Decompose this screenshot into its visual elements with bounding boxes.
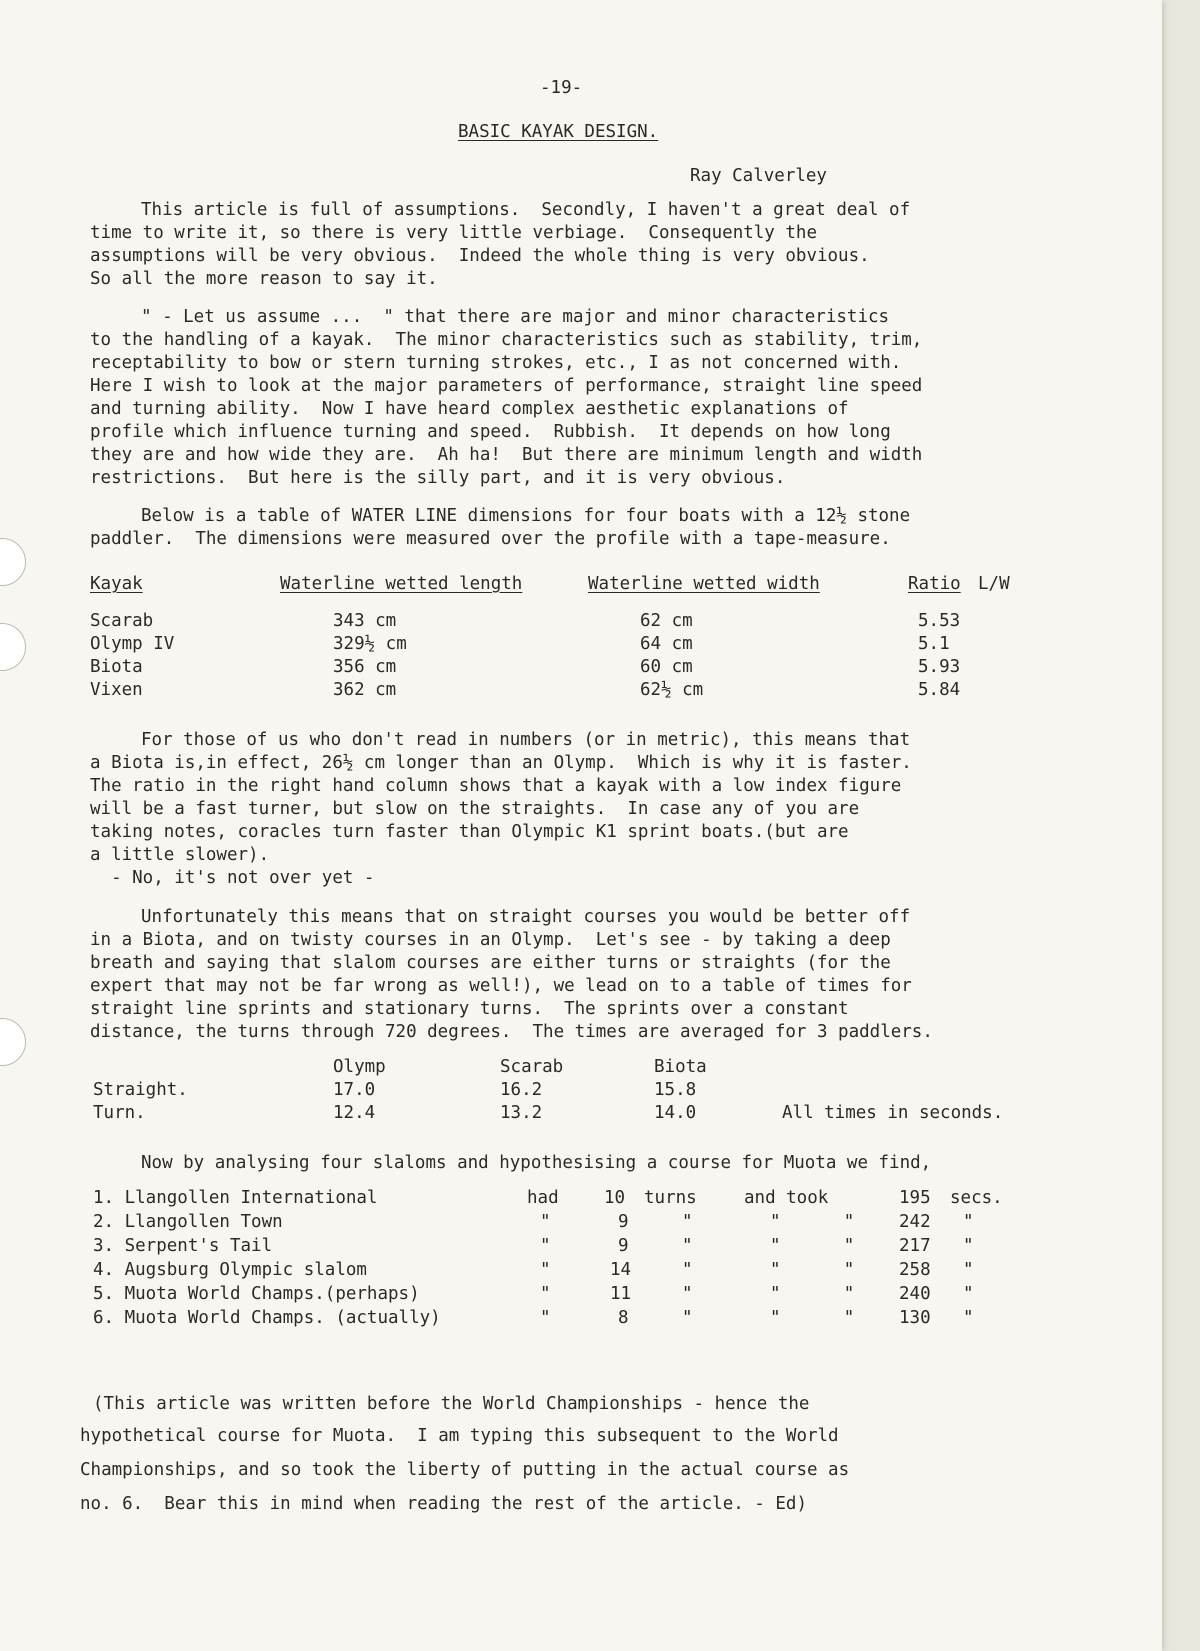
slalom-took: " " — [770, 1212, 855, 1232]
slalom-took: " " — [770, 1284, 855, 1304]
unfortunately-line: straight line sprints and stationary turns. The sprints over a constant — [90, 999, 849, 1019]
unfortunately-line: Unfortunately this means that on straight courses you would be better off — [141, 907, 911, 927]
assume-line: Here I wish to look at the major parameters of performance, straight line speed — [90, 376, 923, 396]
slalom-unit: " — [963, 1260, 974, 1280]
unfortunately-line: expert that may not be far wrong as well!), we lead on to a table of times for — [90, 976, 912, 996]
intro-line: This article is full of assumptions. Secondly, I haven't a great deal of — [141, 200, 911, 220]
slalom-turns: 10 — [604, 1188, 626, 1208]
table-cell: 5.1 — [918, 634, 950, 654]
table-cell: 14.0 — [654, 1103, 697, 1123]
numbers-line: For those of us who don't read in numbers (or in metric), this means that — [141, 730, 911, 750]
punch-hole — [0, 1018, 26, 1066]
punch-hole — [0, 623, 26, 671]
table-cell: 329½ cm — [333, 634, 407, 654]
table-cell: 362 cm — [333, 680, 397, 700]
slalom-turns: 11 — [610, 1284, 632, 1304]
editor-note-line: (This article was written before the World Championships - hence the — [93, 1394, 810, 1414]
table-cell: 62 cm — [640, 611, 693, 631]
times-note: All times in seconds. — [782, 1103, 1004, 1123]
assume-line: restrictions. But here is the silly part, and it is very obvious. — [90, 468, 786, 488]
slalom-took: " " — [770, 1308, 855, 1328]
table-cell: 16.2 — [500, 1080, 543, 1100]
author-name: Ray Calverley — [690, 166, 827, 186]
table-cell: 343 cm — [333, 611, 397, 631]
column-header-lw: L/W — [978, 574, 1010, 594]
slalom-had: " — [540, 1236, 551, 1256]
table-cell: 5.53 — [918, 611, 961, 631]
slalom-turns-word: " — [682, 1284, 693, 1304]
column-header-ratio: Ratio — [908, 574, 961, 594]
table-cell: Vixen — [90, 680, 143, 700]
column-header-kayak: Kayak — [90, 574, 143, 594]
numbers-line: will be a fast turner, but slow on the straights. In case any of you are — [90, 799, 860, 819]
column-header-length: Waterline wetted length — [280, 574, 523, 594]
table-cell: Scarab — [90, 611, 154, 631]
slalom-name: 6. Muota World Champs. (actually) — [93, 1308, 441, 1328]
intro-line: So all the more reason to say it. — [90, 269, 438, 289]
slalom-name: 5. Muota World Champs.(perhaps) — [93, 1284, 420, 1304]
slalom-intro: Now by analysing four slaloms and hypothesising a course for Muota we find, — [141, 1153, 932, 1173]
unfortunately-line: distance, the turns through 720 degrees. The times are averaged for 3 paddlers. — [90, 1022, 933, 1042]
unfortunately-line: in a Biota, and on twisty courses in an Olymp. Let's see - by taking a deep — [90, 930, 891, 950]
assume-line: receptability to bow or stern turning strokes, etc., I as not concerned with. — [90, 353, 902, 373]
slalom-turns-word: " — [682, 1236, 693, 1256]
slalom-took: " " — [770, 1260, 855, 1280]
column-header-scarab: Scarab — [500, 1057, 564, 1077]
slalom-unit: " — [963, 1308, 974, 1328]
table-cell: 356 cm — [333, 657, 397, 677]
table-cell: 15.8 — [654, 1080, 697, 1100]
slalom-took: and took — [744, 1188, 829, 1208]
numbers-line: - No, it's not over yet - — [90, 868, 375, 888]
slalom-had: had — [527, 1188, 559, 1208]
assume-line: profile which influence turning and speed. Rubbish. It depends on how long — [90, 422, 891, 442]
column-header-width: Waterline wetted width — [588, 574, 820, 594]
slalom-name: 3. Serpent's Tail — [93, 1236, 273, 1256]
table-cell: 64 cm — [640, 634, 693, 654]
table-cell: Biota — [90, 657, 143, 677]
slalom-turns-word: turns — [644, 1188, 697, 1208]
intro-line: assumptions will be very obvious. Indeed the whole thing is very obvious. — [90, 246, 870, 266]
slalom-name: 2. Llangollen Town — [93, 1212, 283, 1232]
slalom-secs: 195 — [899, 1188, 931, 1208]
column-header-olymp: Olymp — [333, 1057, 386, 1077]
slalom-unit: " — [963, 1212, 974, 1232]
row-label-turn: Turn. — [93, 1103, 146, 1123]
slalom-secs: 240 — [899, 1284, 931, 1304]
table-cell: 5.84 — [918, 680, 961, 700]
slalom-unit: " — [963, 1236, 974, 1256]
assume-line: they are and how wide they are. Ah ha! But there are minimum length and width — [90, 445, 923, 465]
below-line: Below is a table of WATER LINE dimensions for four boats with a 12½ stone — [141, 506, 911, 526]
slalom-took: " " — [770, 1236, 855, 1256]
slalom-turns: 9 — [618, 1212, 629, 1232]
numbers-line: a Biota is,in effect, 26½ cm longer than an Olymp. Which is why it is faster. — [90, 753, 912, 773]
slalom-turns-word: " — [682, 1260, 693, 1280]
slalom-secs: 217 — [899, 1236, 931, 1256]
table-cell: 60 cm — [640, 657, 693, 677]
slalom-turns: 8 — [618, 1308, 629, 1328]
table-cell: 5.93 — [918, 657, 961, 677]
article-title: BASIC KAYAK DESIGN. — [458, 122, 659, 142]
slalom-secs: 258 — [899, 1260, 931, 1280]
numbers-line: taking notes, coracles turn faster than Olympic K1 sprint boats.(but are — [90, 822, 849, 842]
numbers-line: a little slower). — [90, 845, 270, 865]
slalom-name: 1. Llangollen International — [93, 1188, 378, 1208]
punch-hole — [0, 538, 26, 586]
column-header-biota: Biota — [654, 1057, 707, 1077]
assume-line: " - Let us assume ... " that there are major and minor characteristics — [141, 307, 890, 327]
editor-note-line: hypothetical course for Muota. I am typing this subsequent to the World — [80, 1426, 839, 1446]
slalom-secs: 130 — [899, 1308, 931, 1328]
slalom-unit: secs. — [950, 1188, 1003, 1208]
row-label-straight: Straight. — [93, 1080, 188, 1100]
unfortunately-line: breath and saying that slalom courses are either turns or straights (for the — [90, 953, 891, 973]
table-cell: 13.2 — [500, 1103, 543, 1123]
slalom-name: 4. Augsburg Olympic slalom — [93, 1260, 367, 1280]
page-number: -19- — [540, 78, 583, 98]
assume-line: to the handling of a kayak. The minor characteristics such as stability, trim, — [90, 330, 923, 350]
numbers-line: The ratio in the right hand column shows that a kayak with a low index figure — [90, 776, 902, 796]
slalom-turns: 9 — [618, 1236, 629, 1256]
table-cell: 17.0 — [333, 1080, 376, 1100]
table-cell: Olymp IV — [90, 634, 175, 654]
slalom-had: " — [540, 1284, 551, 1304]
table-cell: 12.4 — [333, 1103, 376, 1123]
slalom-turns-word: " — [682, 1308, 693, 1328]
editor-note-line: no. 6. Bear this in mind when reading the rest of the article. - Ed) — [80, 1494, 807, 1514]
slalom-turns: 14 — [610, 1260, 632, 1280]
slalom-had: " — [540, 1308, 551, 1328]
below-line: paddler. The dimensions were measured over the profile with a tape-measure. — [90, 529, 891, 549]
slalom-turns-word: " — [682, 1212, 693, 1232]
assume-line: and turning ability. Now I have heard complex aesthetic explanations of — [90, 399, 849, 419]
slalom-had: " — [540, 1212, 551, 1232]
table-cell: 62½ cm — [640, 680, 704, 700]
editor-note-line: Championships, and so took the liberty of putting in the actual course as — [80, 1460, 850, 1480]
slalom-secs: 242 — [899, 1212, 931, 1232]
slalom-unit: " — [963, 1284, 974, 1304]
slalom-had: " — [540, 1260, 551, 1280]
intro-line: time to write it, so there is very little verbiage. Consequently the — [90, 223, 817, 243]
